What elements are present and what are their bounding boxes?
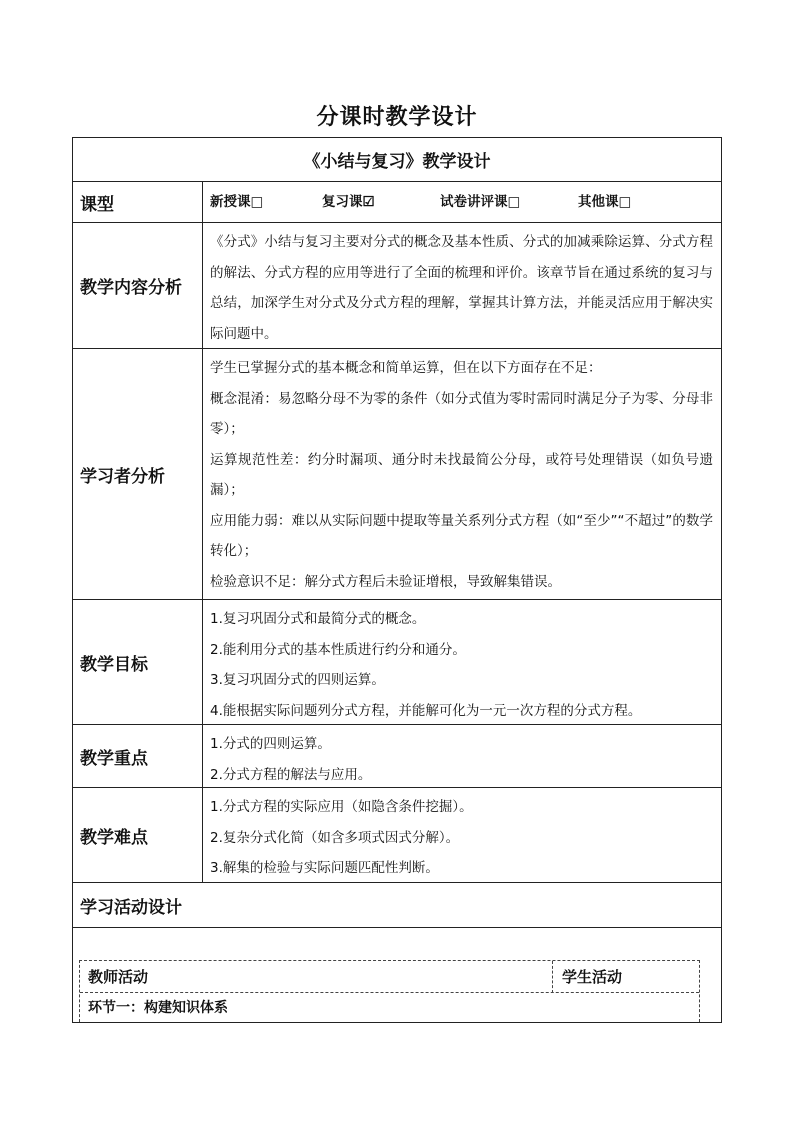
- key-points-list: [203, 725, 721, 787]
- teaching-goal-item: 2.能利用分式的基本性质进行约分和通分。: [210, 641, 466, 658]
- activity-design-label: 学习活动设计: [80, 897, 182, 918]
- learner-analysis-label: 学习者分析: [73, 349, 203, 599]
- option-other-lesson[interactable]: 其他课□: [578, 193, 632, 210]
- learner-analysis-text: [203, 349, 721, 599]
- teacher-activity-header: 教师活动: [88, 968, 149, 986]
- activity-header-row: [80, 961, 699, 993]
- teaching-goal-item: 1.复习巩固分式和最简分式的概念。: [210, 611, 426, 627]
- difficulties-row: [73, 788, 721, 883]
- content-analysis-label: 教学内容分析: [73, 223, 203, 348]
- difficulty-item: 1.分式方程的实际应用（如隐含条件挖掘）。: [210, 799, 473, 815]
- content-analysis-text: [203, 223, 721, 348]
- option-exam-review-lesson[interactable]: 试卷讲评课□: [440, 193, 521, 210]
- segment-one-title: 环节一：构建知识体系: [88, 1000, 228, 1016]
- course-type-label: 课型: [73, 182, 203, 222]
- key-points-label: 教学重点: [73, 725, 203, 787]
- teaching-goal-item: 4.能根据实际问题列分式方程，并能解可化为一元一次方程的分式方程。: [210, 702, 642, 719]
- difficulty-item: 3.解集的检验与实际问题匹配性判断。: [210, 860, 439, 876]
- lesson-plan-table: [72, 137, 722, 1023]
- key-point-item: 1.分式的四则运算。: [210, 736, 331, 752]
- activity-design-row: [73, 883, 721, 928]
- key-point-item: 2.分式方程的解法与应用。: [210, 766, 372, 783]
- learner-analysis-line: 学生已掌握分式的基本概念和简单运算，但在以下方面存在不足：: [210, 360, 602, 376]
- course-type-row: [73, 182, 721, 223]
- lesson-title-row: [73, 138, 721, 182]
- teaching-goals-list: [203, 600, 721, 724]
- course-type-options: [203, 182, 721, 222]
- activity-column-divider: [552, 961, 553, 993]
- option-review-lesson[interactable]: 复习课☑: [322, 193, 375, 210]
- content-analysis-paragraph: 《分式》小结与复习主要对分式的概念及基本性质、分式的加减乘除运算、分式方程的解法、分式方程的应用等进行了全面的梳理和评价。该章节旨在通过系统的复习与总结，加深学生对分式及分式方程的理解，掌握其计算方法，并能灵活应用于解决实际问题中。: [210, 234, 713, 342]
- learner-analysis-line: 运算规范性差：约分时漏项、通分时未找最简公分母，或符号处理错误（如负号遗漏）；: [210, 451, 713, 498]
- student-activity-header: 学生活动: [562, 968, 623, 986]
- key-points-row: [73, 725, 721, 788]
- difficulties-label: 教学难点: [73, 788, 203, 882]
- difficulties-list: [203, 788, 721, 882]
- teaching-goal-item: 3.复习巩固分式的四则运算。: [210, 672, 385, 688]
- content-analysis-row: [73, 223, 721, 349]
- learner-analysis-line: 检验意识不足：解分式方程后未验证增根，导致解集错误。: [210, 573, 561, 590]
- learner-analysis-line: 应用能力弱：难以从实际问题中提取等量关系列分式方程（如“至少”“不超过”的数学转化）；: [210, 512, 713, 559]
- lesson-title: 《小结与复习》教学设计: [303, 152, 491, 172]
- option-new-lesson[interactable]: 新授课□: [210, 193, 264, 210]
- difficulty-item: 2.复杂分式化简（如含多项式因式分解）。: [210, 829, 460, 846]
- learner-analysis-line: 概念混淆：易忽略分母不为零的条件（如分式值为零时需同时满足分子为零、分母非零）；: [210, 390, 713, 437]
- page-title: 分课时教学设计: [316, 104, 478, 130]
- activity-content-row: [73, 928, 721, 1022]
- teaching-goals-label: 教学目标: [73, 600, 203, 724]
- learner-analysis-row: [73, 349, 721, 600]
- activity-table: [79, 960, 700, 1022]
- teaching-goals-row: [73, 600, 721, 725]
